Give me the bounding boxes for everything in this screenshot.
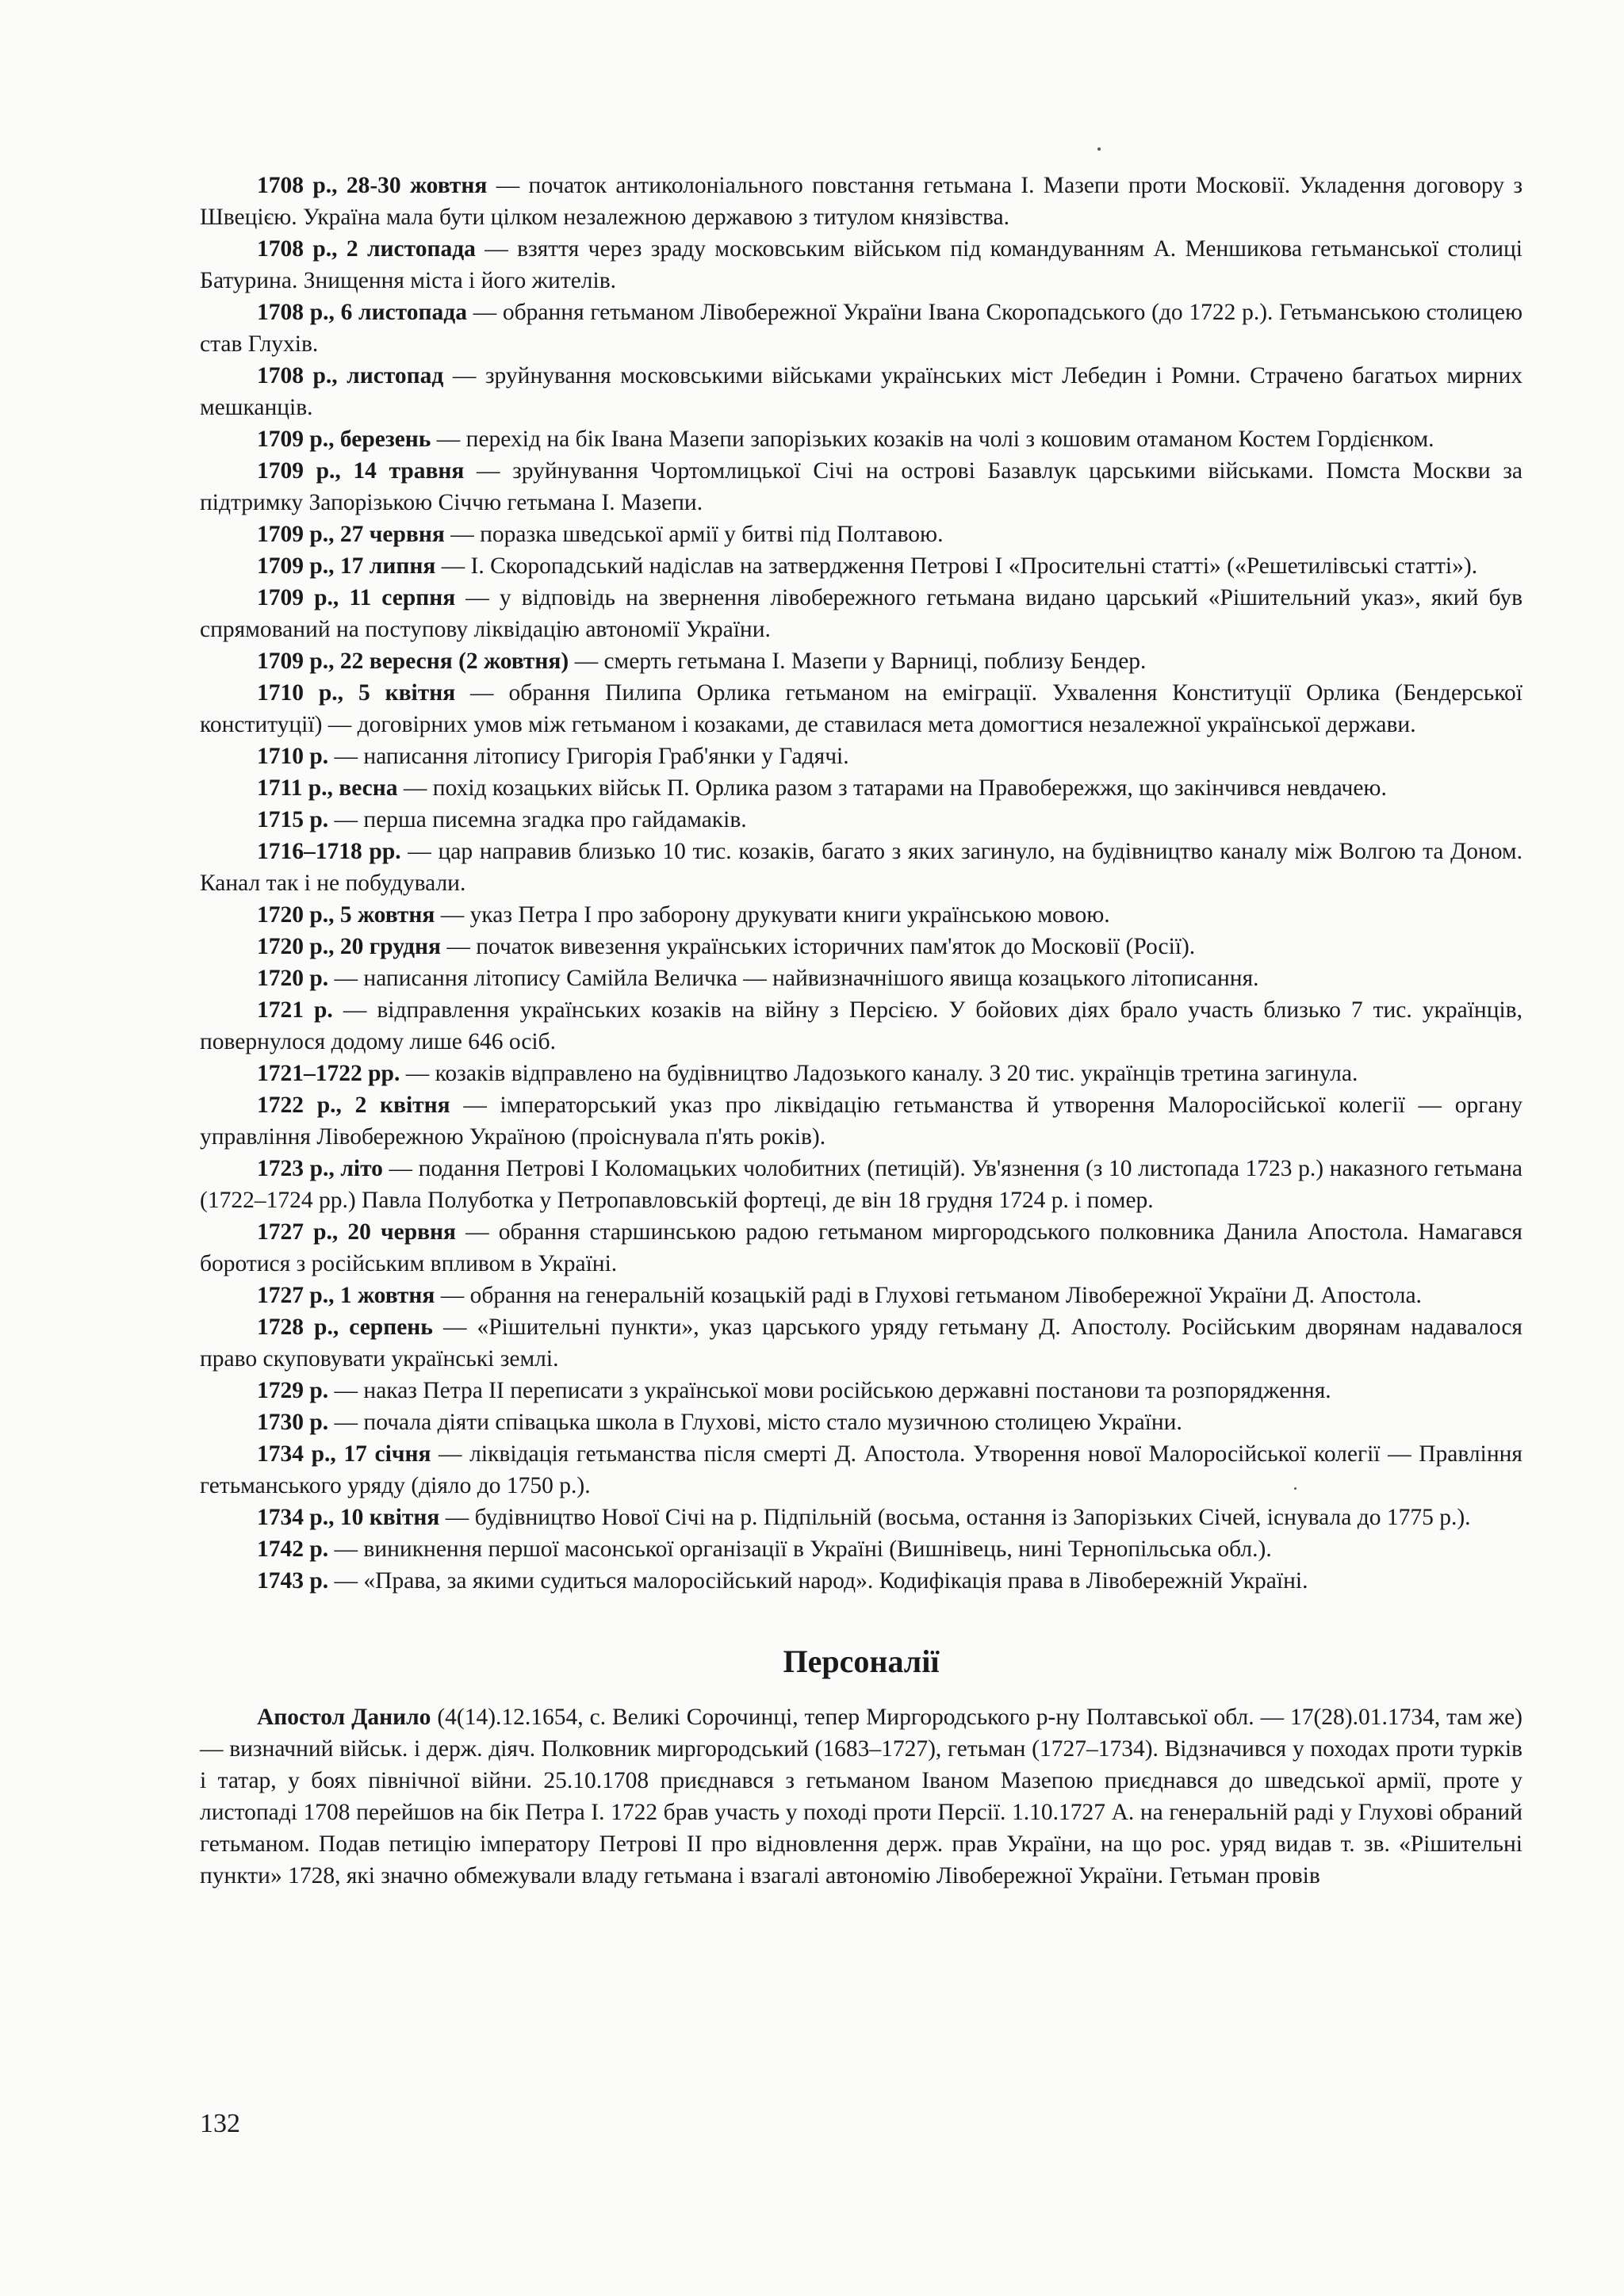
entry-text: — будівництво Нової Січі на р. Підпільній (восьма, остання із Запорізьких Січей, існувала до 1775 р.).	[439, 1505, 1471, 1530]
entry-text: — перша писемна згадка про гайдамаків.	[328, 807, 747, 832]
chronology-entry	[200, 170, 1522, 233]
chronology-entry	[200, 297, 1522, 360]
entry-text: — виникнення першої масонської організації в Україні (Вишнівець, нині Тернопільська обл.).	[328, 1536, 1272, 1562]
entry-date: 1710 р., 5 квітня	[257, 680, 456, 706]
chronology-entry	[200, 1502, 1522, 1533]
chronology-list	[200, 170, 1522, 1597]
page-content	[200, 170, 1522, 1892]
entry-text: — козаків відправлено на будівництво Ладозького каналу. З 20 тис. українців третина загинула.	[400, 1061, 1358, 1086]
entry-text: — ліквідація гетьманства після смерті Д. Апостола. Утворення нової Малоросійської колегії — Правління гетьманського уряду (діяло до 1750 р.).	[200, 1441, 1522, 1498]
chronology-entry	[200, 772, 1522, 804]
entry-date: 1721–1722 рр.	[257, 1061, 400, 1086]
entry-text: — І. Скоропадський надіслав на затвердження Петрові І «Просительні статті» («Решетилівські статті»).	[435, 553, 1478, 579]
entry-text: — почала діяти співацька школа в Глухові, місто стало музичною столицею України.	[328, 1410, 1182, 1435]
entry-text: — «Рішительні пункти», указ царського уряду гетьману Д. Апостолу. Російським дворянам надавалося право скуповувати українські землі.	[200, 1314, 1522, 1372]
chronology-entry	[200, 1280, 1522, 1311]
entry-date: 1720 р., 20 грудня	[257, 934, 441, 959]
entry-date: 1709 р., 27 червня	[257, 522, 445, 547]
scan-speck	[1097, 147, 1101, 151]
chronology-entry	[200, 1058, 1522, 1089]
chronology-entry	[200, 233, 1522, 297]
entry-text: — «Права, за якими судиться малоросійський народ». Кодифікація права в Лівобережній Україні.	[328, 1568, 1308, 1594]
entry-date: 1709 р., 22 вересня (2 жовтня)	[257, 649, 569, 674]
entry-text: — початок антиколоніального повстання гетьмана І. Мазепи проти Московії. Укладення договору з Швецією. Україна мала бути цілком незалежною державою з титулом князівства.	[200, 173, 1522, 230]
chronology-entry	[200, 931, 1522, 962]
entry-date: 1709 р., 14 травня	[257, 458, 465, 484]
entry-text: — обрання на генеральній козацькій раді в Глухові гетьманом Лівобережної України Д. Апостола.	[435, 1283, 1422, 1308]
chronology-entry	[200, 1153, 1522, 1216]
entry-date: 1722 р., 2 квітня	[257, 1093, 450, 1118]
entry-date: 1708 р., листопад	[257, 363, 444, 388]
chronology-entry	[200, 677, 1522, 740]
entry-date: 1734 р., 17 січня	[257, 1441, 431, 1467]
biography-entry	[200, 1701, 1522, 1892]
entry-date: 1730 р.	[257, 1410, 329, 1435]
entry-date: 1711 р., весна	[257, 775, 398, 801]
entry-date: 1728 р., серпень	[257, 1314, 433, 1340]
chronology-entry	[200, 519, 1522, 550]
chronology-entry	[200, 550, 1522, 582]
entry-date: 1727 р., 20 червня	[257, 1219, 456, 1245]
entry-date: 1729 р.	[257, 1378, 329, 1403]
chronology-entry	[200, 645, 1522, 677]
chronology-entry	[200, 994, 1522, 1058]
entry-text: — імператорський указ про ліквідацію гетьманства й утворення Малоросійської колегії — органу управління Лівобережною Україною (проіснувала п'ять років).	[200, 1093, 1522, 1150]
entry-date: 1708 р., 6 листопада	[257, 300, 467, 325]
chronology-entry	[200, 836, 1522, 899]
entry-text: — подання Петрові І Коломацьких чолобитних (петицій). Ув'язнення (з 10 листопада 1723 р.) наказного гетьмана (1722–1724 рр.) Павла Полуботка у Петропавловській фортеці, де він 18 грудня 1724 р. і помер.	[200, 1156, 1522, 1213]
biography-name: Апостол Данило	[257, 1705, 431, 1730]
entry-date: 1720 р.	[257, 966, 329, 991]
chronology-entry	[200, 1533, 1522, 1565]
entry-date: 1716–1718 рр.	[257, 839, 401, 864]
entry-date: 1715 р.	[257, 807, 329, 832]
chronology-entry	[200, 962, 1522, 994]
entry-date: 1709 р., 17 липня	[257, 553, 436, 579]
biography-text: (4(14).12.1654, с. Великі Сорочинці, тепер Миргородського р-ну Полтавської обл. — 17(28).01.1734, там же) — визначний військ. і держ. діяч. Полковник миргородський (1683–1727), гетьман (1727–1734). Відзначився у походах проти турків і татар, у боях північної війни. 25.10.1708 приєднався з гетьманом Іваном Мазепою приєднався до шведської армії, проте у листопаді 1708 перейшов на бік Петра І. 1722 брав участь у поході проти Персії. 1.10.1727 А. на генеральній раді у Глухові обраний гетьманом. Подав петицію імператору Петрові ІІ про відновлення держ. прав України, на що рос. уряд видав т. зв. «Рішительні пункти» 1728, які значно обмежували владу гетьмана і взагалі автономію Лівобережної України. Гетьман провів	[200, 1705, 1523, 1888]
entry-text: — обрання гетьманом Лівобережної України Івана Скоропадського (до 1722 р.). Гетьманською столицею став Глухів.	[200, 300, 1523, 357]
entry-date: 1709 р., 11 серпня	[257, 585, 456, 610]
entry-date: 1709 р., березень	[257, 427, 431, 452]
entry-text: — у відповідь на звернення лівобережного гетьмана видано царський «Рішительний указ», який був спрямований на поступову ліквідацію автономії України.	[200, 585, 1523, 642]
entry-text: — указ Петра І про заборону друкувати книги українською мовою.	[435, 902, 1110, 928]
entry-text: — похід козацьких військ П. Орлика разом з татарами на Правобережжя, що закінчився невдачею.	[397, 775, 1387, 801]
chronology-entry	[200, 1216, 1522, 1280]
entry-text: — написання літопису Григорія Граб'янки у Гадячі.	[328, 744, 849, 769]
entry-text: — зруйнування московськими військами українських міст Лебедин і Ромни. Страчено багатьох мирних мешканців.	[200, 363, 1522, 420]
chronology-entry	[200, 1565, 1522, 1597]
entry-date: 1721 р.	[257, 997, 333, 1023]
entry-text: — смерть гетьмана І. Мазепи у Варниці, поблизу Бендер.	[569, 649, 1147, 674]
entry-date: 1708 р., 2 листопада	[257, 236, 476, 262]
entry-date: 1708 р., 28-30 жовтня	[257, 173, 488, 198]
chronology-entry	[200, 1375, 1522, 1406]
entry-date: 1743 р.	[257, 1568, 329, 1594]
entry-text: — поразка шведської армії у битві під Полтавою.	[444, 522, 944, 547]
chronology-entry	[200, 455, 1522, 519]
chronology-entry	[200, 423, 1522, 455]
chronology-entry	[200, 804, 1522, 836]
chronology-entry	[200, 1406, 1522, 1438]
section-title: Персоналії	[783, 1644, 940, 1679]
entry-date: 1720 р., 5 жовтня	[257, 902, 435, 928]
entry-text: — взяття через зраду московським військом під командуванням А. Меншикова гетьманської столиці Батурина. Знищення міста і його жителів.	[200, 236, 1522, 293]
entry-text: — цар направив близько 10 тис. козаків, багато з яких загинуло, на будівництво каналу між Волгою та Доном. Канал так і не побудували.	[200, 839, 1522, 896]
entry-date: 1723 р., літо	[257, 1156, 383, 1181]
entry-date: 1710 р.	[257, 744, 329, 769]
entry-text: — наказ Петра ІІ переписати з української мови російською державні постанови та розпорядження.	[328, 1378, 1331, 1403]
chronology-entry	[200, 360, 1522, 423]
entry-text: — початок вивезення українських історичних пам'яток до Московії (Росії).	[440, 934, 1196, 959]
entry-text: — зруйнування Чортомлицької Січі на острові Базавлук царськими військами. Помста Москви за підтримку Запорізькою Січчю гетьмана І. Мазепи.	[200, 458, 1523, 515]
entry-date: 1734 р., 10 квітня	[257, 1505, 440, 1530]
entry-text: — обрання старшинською радою гетьманом миргородського полковника Данила Апостола. Намагався боротися з російським впливом в Україні.	[200, 1219, 1522, 1276]
entry-text: — перехід на бік Івана Мазепи запорізьких козаків на чолі з кошовим отаманом Костем Гордієнком.	[431, 427, 1434, 452]
entry-date: 1727 р., 1 жовтня	[257, 1283, 435, 1308]
chronology-entry	[200, 899, 1522, 931]
page-number: 132	[200, 2109, 240, 2138]
entry-text: — обрання Пилипа Орлика гетьманом на еміграції. Ухвалення Конституції Орлика (Бендерської конституції) — договірних умов між гетьманом і козаками, де ставилася мета домогтися незалежної української держави.	[200, 680, 1522, 737]
chronology-entry	[200, 740, 1522, 772]
chronology-entry	[200, 1089, 1522, 1153]
entry-text: — написання літопису Самійла Величка — найвизначнішого явища козацького літописання.	[328, 966, 1259, 991]
entry-date: 1742 р.	[257, 1536, 329, 1562]
chronology-entry	[200, 582, 1522, 645]
chronology-entry	[200, 1311, 1522, 1375]
chronology-entry	[200, 1438, 1522, 1502]
entry-text: — відправлення українських козаків на війну з Персією. У бойових діях брало участь близько 7 тис. українців, повернулося додому лише 646 осіб.	[200, 997, 1522, 1054]
